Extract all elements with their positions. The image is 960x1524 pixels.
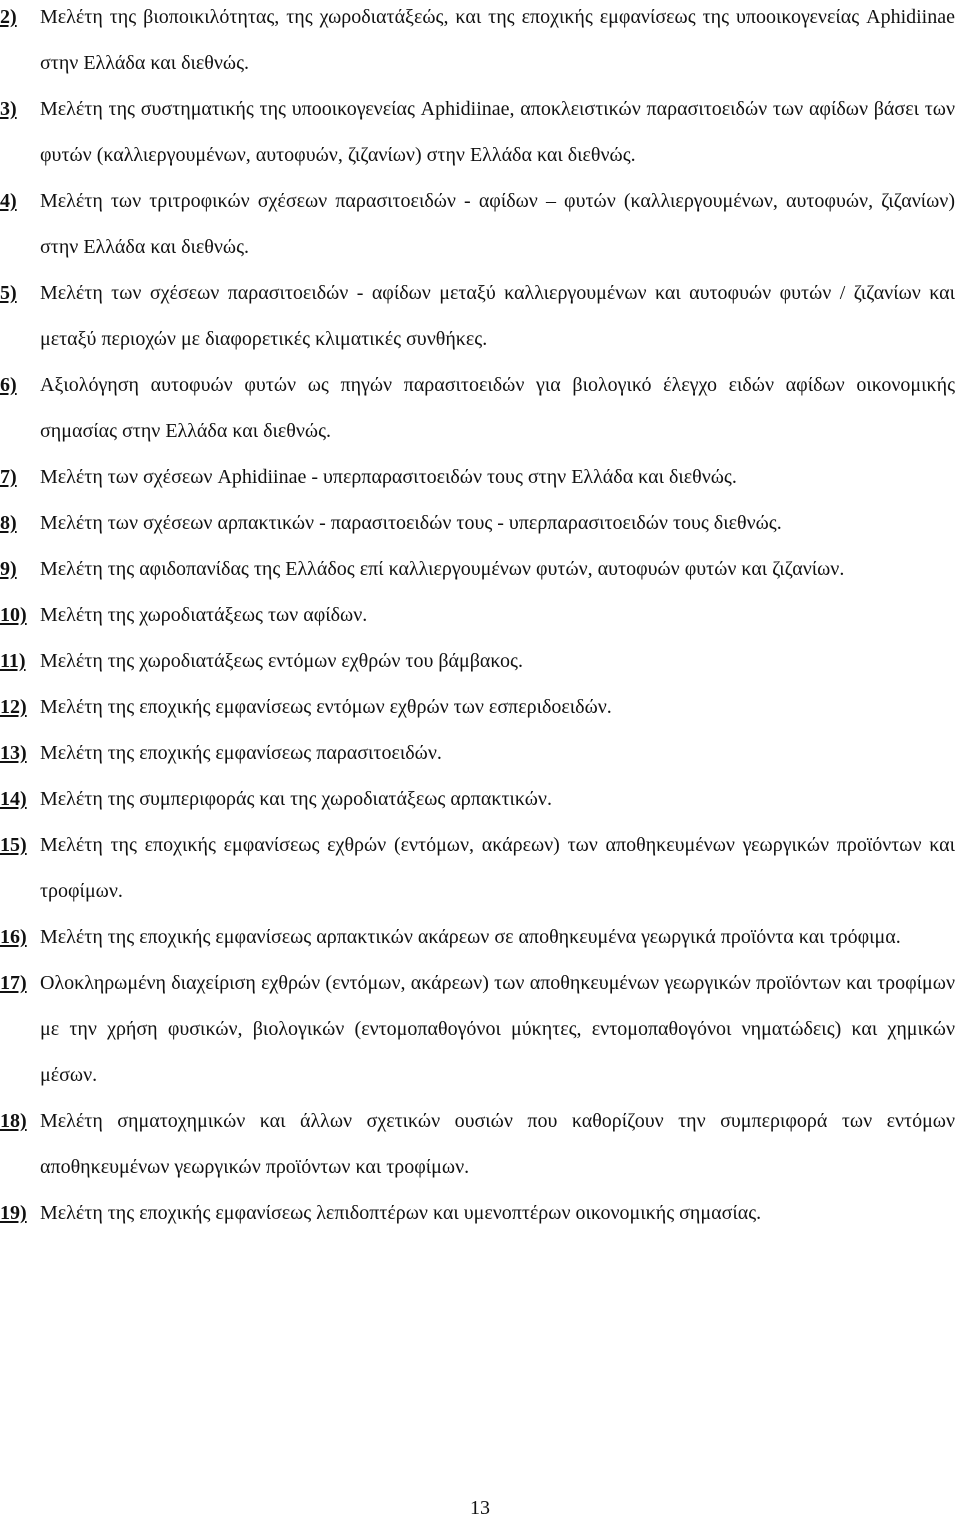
item-text: Μελέτη της εποχικής εμφανίσεως αρπακτικών ακάρεων σε αποθηκευμένα γεωργικά προϊόντα και τρόφιμα. — [40, 926, 901, 948]
list-item — [0, 1190, 960, 1236]
item-text: Μελέτη των σχέσεων αρπακτικών - παρασιτοειδών τους - υπερπαρασιτοειδών τους διεθνώς. — [40, 512, 782, 534]
item-number: 19) — [0, 1202, 27, 1224]
item-number: 3) — [0, 98, 17, 120]
item-text: Μελέτη της χωροδιατάξεως εντόμων εχθρών του βάμβακος. — [40, 650, 523, 672]
list-item — [0, 960, 960, 1098]
item-text: Μελέτη της εποχικής εμφανίσεως λεπιδοπτέρων και υμενοπτέρων οικονομικής σημασίας. — [40, 1202, 762, 1224]
item-number: 9) — [0, 558, 17, 580]
list-item — [0, 178, 960, 270]
item-text: Μελέτη της εποχικής εμφανίσεως παρασιτοειδών. — [40, 742, 442, 764]
list-item — [0, 1098, 960, 1190]
page-number: 13 — [470, 1497, 490, 1519]
item-number: 6) — [0, 374, 17, 396]
item-text: Μελέτη της βιοποικιλότητας, της χωροδιατάξεώς, και της εποχικής εμφανίσεως της υποοικογενείας Aphidiinae στην Ελλάδα και διεθνώς. — [40, 6, 955, 74]
list-item — [0, 776, 960, 822]
item-text: Μελέτη των σχέσεων Aphidiinae - υπερπαρασιτοειδών τους στην Ελλάδα και διεθνώς. — [40, 466, 737, 488]
list-item — [0, 638, 960, 684]
item-number: 18) — [0, 1110, 27, 1132]
item-number: 7) — [0, 466, 17, 488]
item-text: Μελέτη των τριτροφικών σχέσεων παρασιτοειδών - αφίδων – φυτών (καλλιεργουμένων, αυτοφυών, ζιζανίων) στην Ελλάδα και διεθνώς. — [40, 190, 955, 258]
item-text: Αξιολόγηση αυτοφυών φυτών ως πηγών παρασιτοειδών για βιολογικό έλεγχο ειδών αφίδων οικονομικής σημασίας στην Ελλάδα και διεθνώς. — [40, 374, 955, 442]
item-text: Μελέτη της χωροδιατάξεως των αφίδων. — [40, 604, 368, 626]
item-number: 14) — [0, 788, 27, 810]
item-number: 12) — [0, 696, 27, 718]
item-number: 5) — [0, 282, 17, 304]
list-item — [0, 822, 960, 914]
item-number: 2) — [0, 6, 17, 28]
list-item — [0, 454, 960, 500]
list-item — [0, 86, 960, 178]
list-item — [0, 0, 960, 86]
item-text: Μελέτη της αφιδοπανίδας της Ελλάδος επί καλλιεργουμένων φυτών, αυτοφυών φυτών και ζιζανίων. — [40, 558, 845, 580]
item-text: Μελέτη της εποχικής εμφανίσεως εντόμων εχθρών των εσπεριδοειδών. — [40, 696, 612, 718]
item-number: 16) — [0, 926, 27, 948]
item-number: 15) — [0, 834, 27, 856]
item-number: 11) — [0, 650, 26, 672]
item-number: 4) — [0, 190, 17, 212]
item-number: 13) — [0, 742, 27, 764]
list-item — [0, 592, 960, 638]
item-text: Μελέτη της εποχικής εμφανίσεως εχθρών (εντόμων, ακάρεων) των αποθηκευμένων γεωργικών προϊόντων και τροφίμων. — [40, 834, 955, 902]
item-text: Μελέτη της συστηματικής της υποοικογενείας Aphidiinae, αποκλειστικών παρασιτοειδών των αφίδων βάσει των φυτών (καλλιεργουμένων, αυτοφυών, ζιζανίων) στην Ελλάδα και διεθνώς. — [40, 98, 955, 166]
item-number: 10) — [0, 604, 27, 626]
list-item — [0, 362, 960, 454]
list-item — [0, 500, 960, 546]
item-number: 17) — [0, 972, 27, 994]
list-item — [0, 546, 960, 592]
list-item — [0, 730, 960, 776]
list-item — [0, 270, 960, 362]
list-item — [0, 684, 960, 730]
item-text: Μελέτη των σχέσεων παρασιτοειδών - αφίδων μεταξύ καλλιεργουμένων και αυτοφυών φυτών / ζιζανίων και μεταξύ περιοχών με διαφορετικές κλιματικές συνθήκες. — [40, 282, 955, 350]
item-text: Μελέτη της συμπεριφοράς και της χωροδιατάξεως αρπακτικών. — [40, 788, 552, 810]
item-text: Ολοκληρωμένη διαχείριση εχθρών (εντόμων, ακάρεων) των αποθηκευμένων γεωργικών προϊόντων και τροφίμων με την χρήση φυσικών, βιολογικών (εντομοπαθογόνοι μύκητες, εντομοπαθογόνοι νηματώδεις) και χημικών μέσων. — [40, 972, 955, 1086]
item-text: Μελέτη σηματοχημικών και άλλων σχετικών ουσιών που καθορίζουν την συμπεριφορά των εντόμων αποθηκευμένων γεωργικών προϊόντων και τροφίμων. — [40, 1110, 955, 1178]
list-item — [0, 914, 960, 960]
item-number: 8) — [0, 512, 17, 534]
